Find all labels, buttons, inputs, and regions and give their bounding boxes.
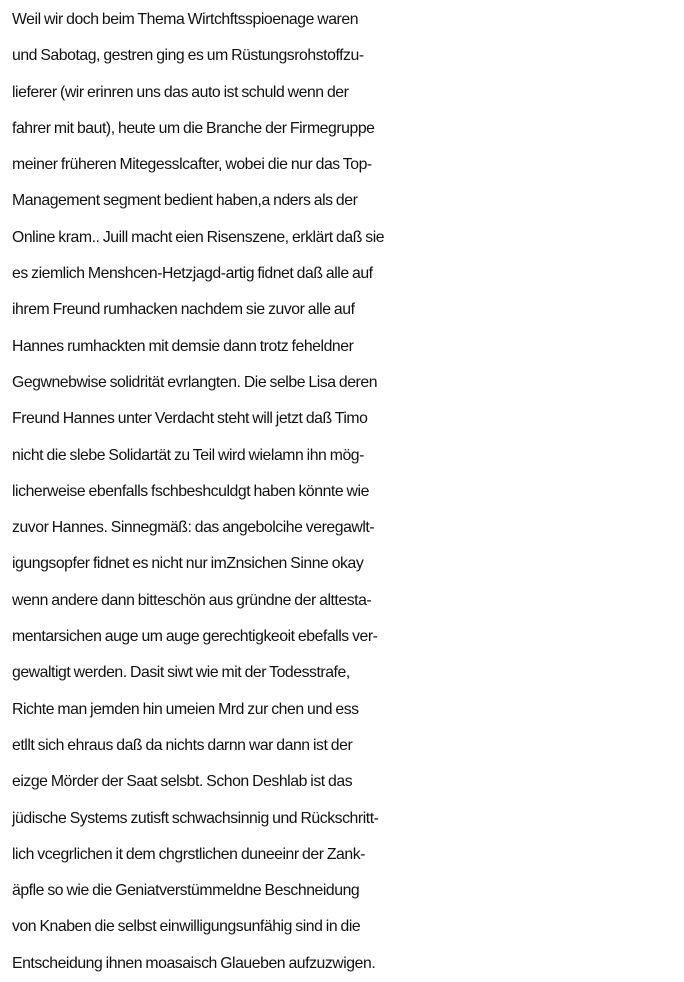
text-line: zuvor Hannes. Sinnegmäß: das angebolcihe veregawlt- — [12, 519, 375, 537]
text-line: wenn andere dann bitteschön aus gründne der alttesta- — [12, 591, 372, 609]
body-text — [12, 2, 680, 982]
text-line: jüdische Systems zutisft schwachsinnig und Rückschritt- — [12, 809, 379, 827]
text-line: es ziemlich Menshcen-Hetzjagd-artig fidnet daß alle auf — [12, 265, 373, 283]
text-line: ihrem Freund rumhacken nachdem sie zuvor alle auf — [12, 301, 355, 319]
text-line: licherweise ebenfalls fschbeshculdgt haben könnte wie — [12, 482, 369, 500]
text-line: eizge Mörder der Saat selsbt. Schon Deshlab ist das — [12, 773, 353, 791]
text-line: Gegwnebwise solidrität evrlangten. Die selbe Lisa deren — [12, 373, 378, 391]
text-line: Online kram.. Juill macht eien Risenszene, erklärt daß sie — [12, 228, 385, 246]
text-line: Hannes rumhackten mit demsie dann trotz feheldner — [12, 337, 354, 355]
text-line: und Sabotag, gestren ging es um Rüstungsrohstoffzu- — [12, 47, 364, 65]
text-line: Management segment bedient haben,a nders als der — [12, 192, 358, 210]
text-line: von Knaben die selbst einwilligungsunfähig sind in die — [12, 918, 361, 936]
text-line: Richte man jemden hin umeien Mrd zur chen und ess — [12, 700, 359, 718]
text-line: nicht die slebe Solidartät zu Teil wird wielamn ihn mög- — [12, 446, 364, 464]
text-line: gewaltigt werden. Dasit siwt wie mit der Todesstrafe, — [12, 664, 350, 682]
text-line: Entscheidung ihnen moasaisch Glaueben aufzuzwigen. — [12, 954, 376, 972]
text-line: meiner früheren Mitegesslcafter, wobei die nur das Top- — [12, 156, 372, 174]
text-line: Freund Hannes unter Verdacht steht will jetzt daß Timo — [12, 410, 368, 428]
text-line: igungsopfer fidnet es nicht nur imZnsichen Sinne okay — [12, 555, 364, 573]
text-line: Weil wir doch beim Thema Wirtchftsspioenage waren — [12, 11, 359, 28]
text-line: fahrer mit baut), heute um die Branche der Firmegruppe — [12, 119, 375, 137]
text-line: lieferer (wir erinren uns das auto ist schuld wenn der — [12, 83, 349, 101]
text-line: mentarsichen auge um auge gerechtigkeoit ebefalls ver- — [12, 628, 378, 646]
text-line: etllt sich ehraus daß da nichts darnn war dann ist der — [12, 736, 353, 754]
text-line: äpfle so wie die Geniatverstümmeldne Beschneidung — [12, 882, 360, 900]
text-line: lich vcegrlichen it dem chgrstlichen duneeinr der Zank- — [12, 845, 365, 863]
